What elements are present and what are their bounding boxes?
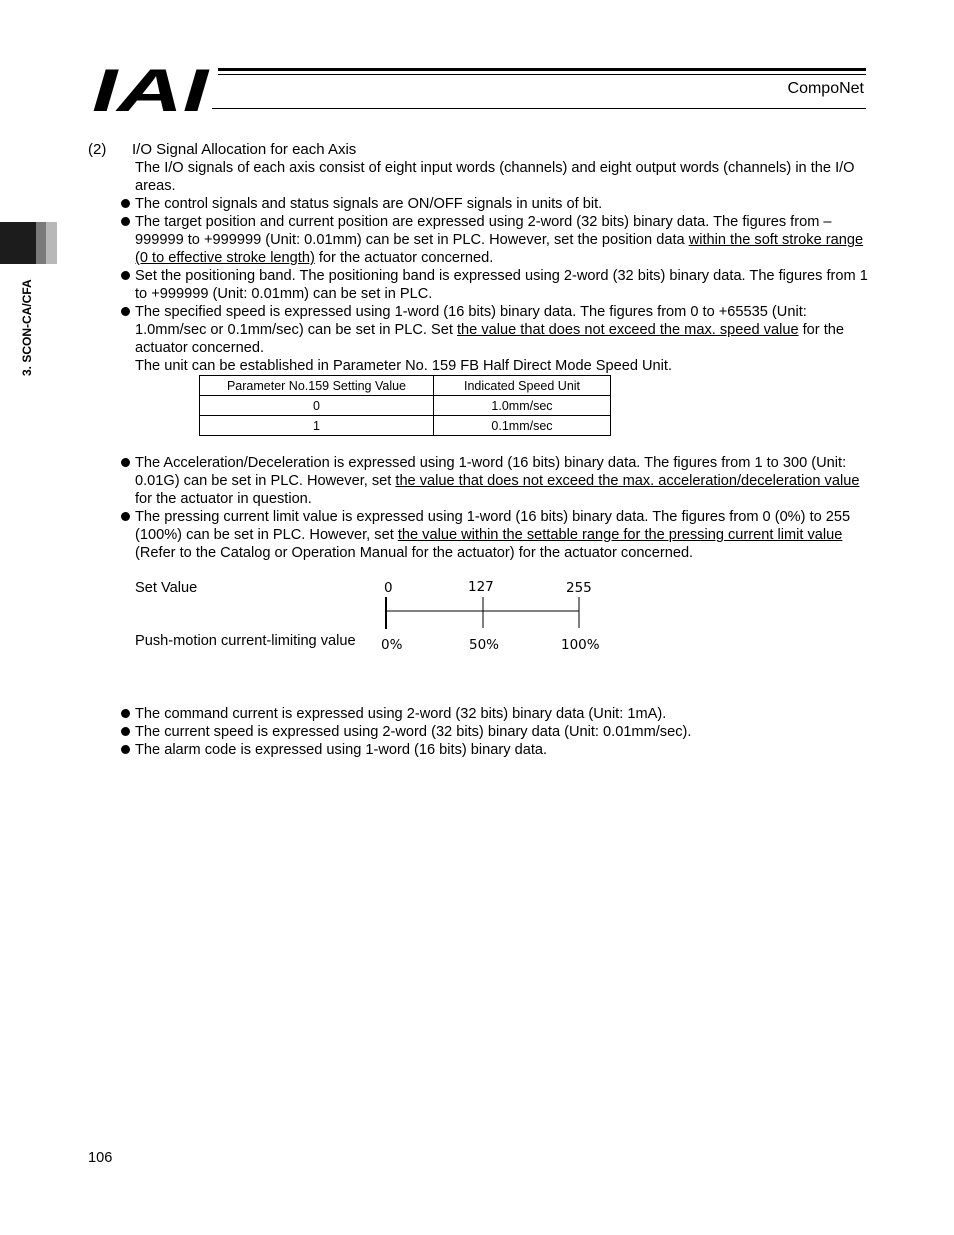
text-segment: Set the positioning band. The positioning band is expressed using 2-word (32 bits) binary data. The figures from 1 to +999999 (Unit: 0.01mm) can be set in PLC. [135, 268, 868, 302]
table-header-cell: Indicated Speed Unit [434, 376, 611, 396]
list-item [120, 195, 870, 213]
underlined-text: the value that does not exceed the max. speed value [457, 322, 799, 338]
text-segment: The control signals and status signals are ON/OFF signals in units of bit. [135, 196, 603, 212]
text-segment: The target position and current position are expressed using 2-word (32 bits) binary data. The figures from –999999 to +999999 (Unit: 0.01mm) can be set in PLC. However, set the position data [135, 214, 832, 248]
chapter-tab-shade-light [46, 222, 57, 264]
chapter-tab-shade-dark [36, 222, 46, 264]
text-segment: (Refer to the Catalog or Operation Manual for the actuator) for the actuator concerned. [135, 545, 694, 561]
scale-set-value-127: 127 [468, 579, 494, 595]
scale-set-value-0: 0 [384, 580, 393, 596]
section-number: (2) [88, 141, 107, 158]
table-cell: 1.0mm/sec [434, 396, 611, 416]
scale-set-value-255: 255 [566, 580, 592, 596]
set-value-label: Set Value [135, 580, 198, 596]
table-row [200, 396, 611, 416]
chapter-tab-marker [0, 222, 36, 264]
section-intro: The I/O signals of each axis consist of eight input words (channels) and eight output words (channels) in the I/O areas. [135, 160, 855, 194]
bullet-list-monitor-data [120, 705, 870, 759]
text-segment: The specified speed is expressed using 1-word (16 bits) binary data. The figures from 0 to +65535 (Unit: 1.0mm/sec or 0.1mm/sec) can be set in PLC. Set [135, 304, 807, 338]
underlined-text: the value that does not exceed the max. acceleration/deceleration value [395, 473, 860, 489]
table-header-cell: Parameter No.159 Setting Value [200, 376, 434, 396]
scale-percent-0: 0% [381, 637, 403, 653]
document-title: CompoNet [787, 80, 864, 97]
list-item [120, 267, 870, 303]
set-value-scale-diagram [370, 575, 630, 660]
list-item [120, 723, 870, 741]
list-item [120, 741, 870, 759]
bullet-list-signals [120, 195, 870, 357]
section-heading [88, 141, 356, 158]
header-rule-thin [218, 74, 866, 75]
list-item [120, 705, 870, 723]
unit-note: The unit can be established in Parameter No. 159 FB Half Direct Mode Speed Unit. [135, 358, 673, 374]
text-segment: The current speed is expressed using 2-word (32 bits) binary data (Unit: 0.01mm/sec). [135, 724, 692, 740]
text-segment: for the actuator in question. [135, 491, 312, 507]
current-limit-label: Push-motion current-limiting value [135, 633, 356, 649]
text-segment: for the actuator concerned. [314, 250, 494, 266]
underlined-text: the value within the settable range for the pressing current limit value [397, 527, 843, 543]
bullet-list-accel-pressing [120, 454, 870, 562]
scale-percent-50: 50% [469, 637, 500, 653]
page-number: 106 [88, 1150, 113, 1166]
text-segment: for the actuator concerned. [135, 322, 845, 356]
text-segment: The pressing current limit value is expressed using 1-word (16 bits) binary data. The figures from 0 (0%) to 255 (100%) can be set in PLC. However, set [135, 509, 851, 543]
chapter-side-label: 3. SCON-CA/CFA [20, 279, 34, 376]
header-rule-bottom [212, 108, 866, 109]
table-cell: 0.1mm/sec [434, 416, 611, 436]
text-segment: The alarm code is expressed using 1-word (16 bits) binary data. [135, 742, 548, 758]
section-title: I/O Signal Allocation for each Axis [132, 141, 357, 158]
text-segment: The command current is expressed using 2-word (32 bits) binary data (Unit: 1mA). [135, 706, 667, 722]
underlined-text: within the soft stroke range (0 to effective stroke length) [135, 232, 864, 266]
iai-logo-text: IAI [92, 66, 210, 114]
list-item [120, 213, 870, 267]
text-segment: The Acceleration/Deceleration is expressed using 1-word (16 bits) binary data. The figures from 1 to 300 (Unit: 0.01G) can be set in PLC. However, set [135, 455, 847, 489]
table-header-row [200, 376, 611, 396]
header-rule-thick [218, 68, 866, 71]
scale-percent-100: 100% [561, 637, 600, 653]
table-cell: 1 [200, 416, 434, 436]
table-cell: 0 [200, 396, 434, 416]
iai-logo [92, 66, 210, 114]
speed-unit-table [199, 375, 611, 436]
list-item [120, 303, 870, 357]
list-item [120, 454, 870, 508]
list-item [120, 508, 870, 562]
table-row [200, 416, 611, 436]
